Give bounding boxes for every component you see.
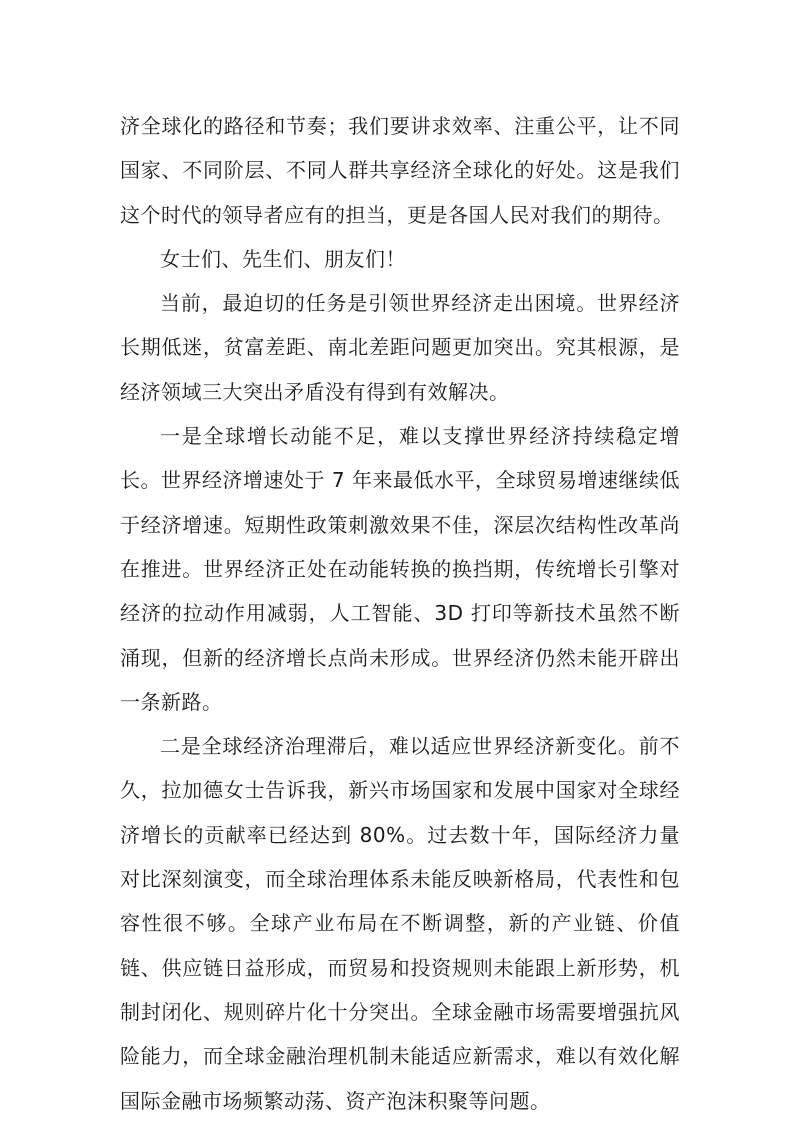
- paragraph-continuation: 济全球化的路径和节奏；我们要讲求效率、注重公平，让不同国家、不同阶层、不同人群共享经济全球化的好处。这是我们这个时代的领导者应有的担当，更是各国人民对我们的期待。: [120, 114, 680, 227]
- paragraph-salutation: 女士们、先生们、朋友们！: [160, 246, 406, 271]
- document-body: [120, 104, 680, 1123]
- paragraph-current-task: 当前，最迫切的任务是引领世界经济走出困境。世界经济长期低迷，贫富差距、南北差距问题更加突出。究其根源，是经济领域三大突出矛盾没有得到有效解决。: [120, 291, 680, 404]
- paragraph-economic-governance: 二是全球经济治理滞后，难以适应世界经济新变化。前不久，拉加德女士告诉我，新兴市场国家和发展中国家对全球经济增长的贡献率已经达到 80%。过去数十年，国际经济力量对比深刻演变，而全球治理体系未能反映新格局，代表性和包容性很不够。全球产业布局在不断调整，新的产业链、价值链、供应链日益形成，而贸易和投资规则未能跟上新形势，机制封闭化、规则碎片化十分突出。全球金融市场需要增强抗风险能力，而全球金融治理机制未能适应新需求，难以有效化解国际金融市场频繁动荡、资产泡沫积聚等问题。: [120, 734, 680, 1113]
- paragraph-growth-momentum: 一是全球增长动能不足，难以支撑世界经济持续稳定增长。世界经济增速处于 7 年来最低水平，全球贸易增速继续低于经济增速。短期性政策刺激效果不佳，深层次结构性改革尚在推进。世界经济正处在动能转换的换挡期，传统增长引擎对经济的拉动作用减弱，人工智能、3D 打印等新技术虽然不断涌现，但新的经济增长点尚未形成。世界经济仍然未能开辟出一条新路。: [120, 424, 680, 714]
